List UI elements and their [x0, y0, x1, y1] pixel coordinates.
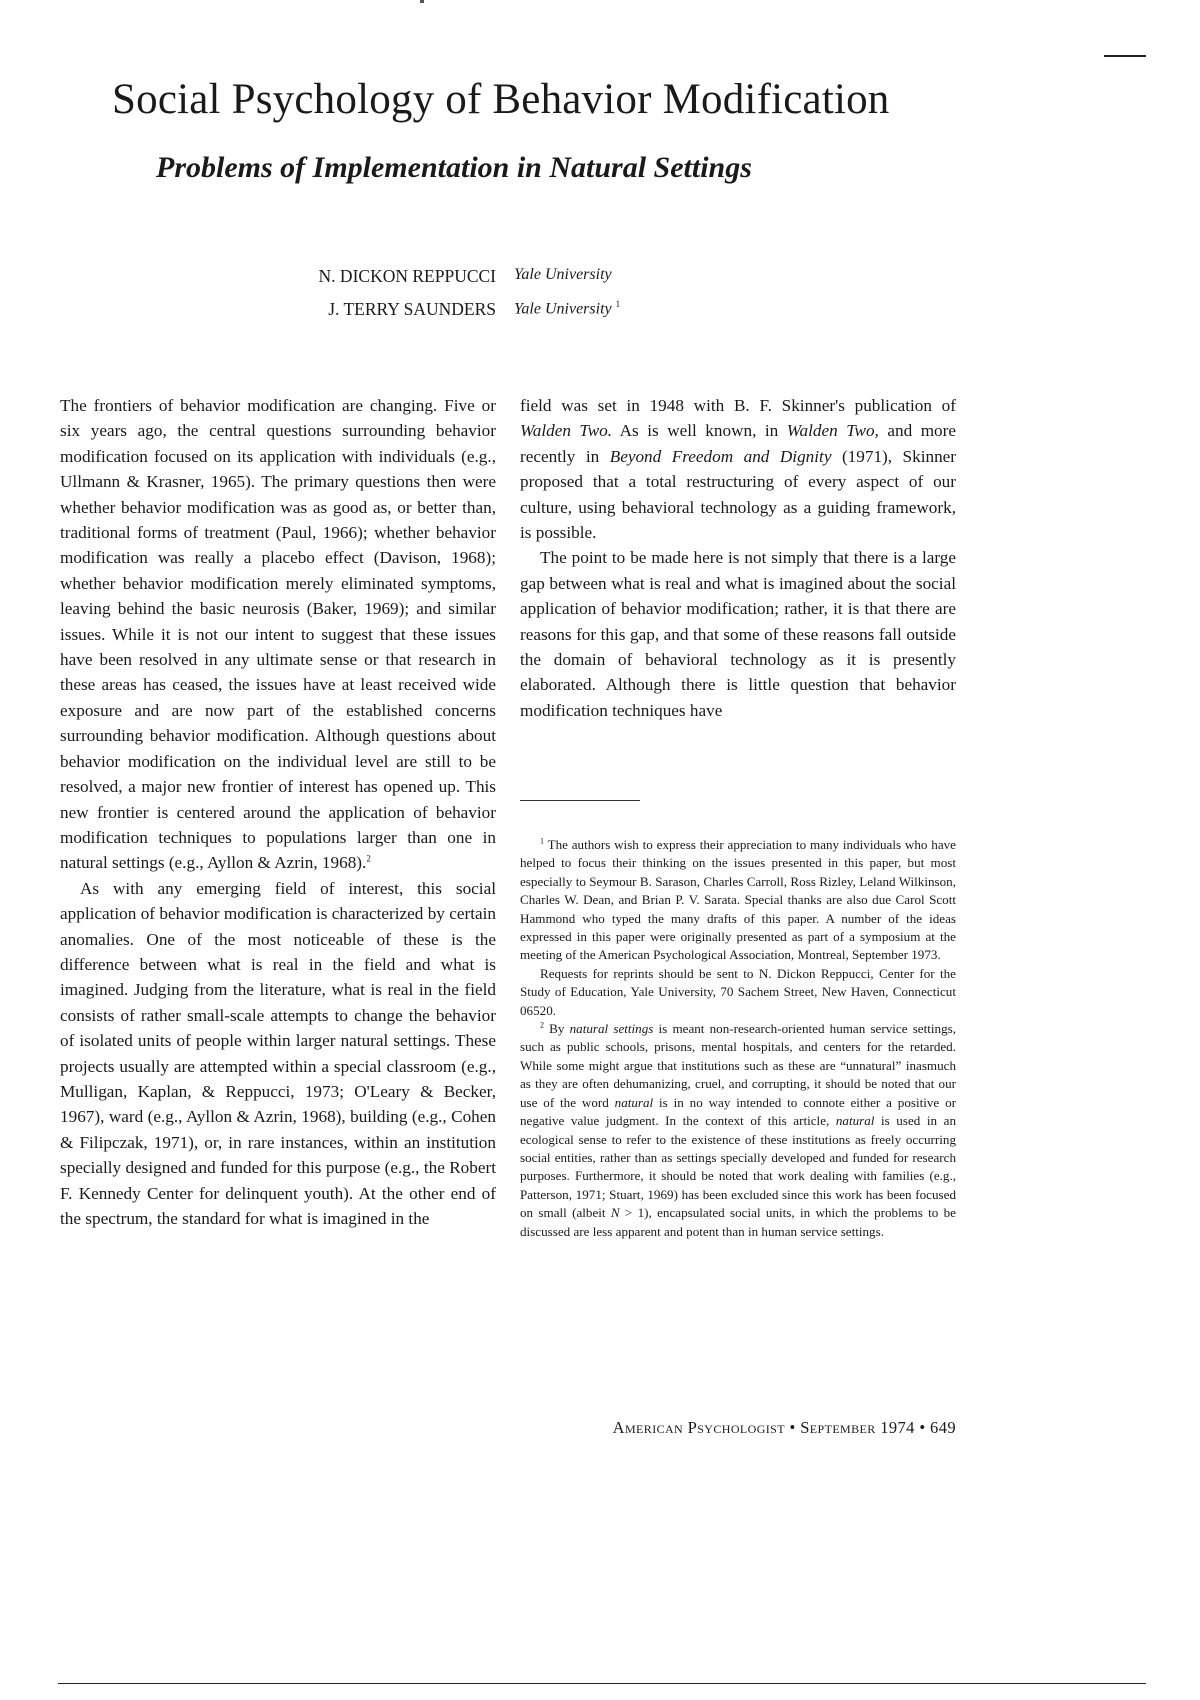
affiliation-text: Yale University	[514, 300, 612, 318]
text-run: > 1), encapsulated social units, in which the problems to be discussed are less apparent and potent than in human service settings.	[520, 1205, 956, 1239]
footnote-text: The authors wish to express their appreciation to many individuals who have helped to focus their thinking on the issues presented in this paper, but most especially to Seymour B. Sarason, Charles Carroll, Ross Rizley, Leland Wilkinson, Charles W. Dean, and Brian P. V. Sarata. Special thanks are also due Carol Scott Hammond who typed the many drafts of this paper. A number of the ideas expressed in this paper were originally presented as part of a symposium at the meeting of the American Psychological Association, Montreal, September 1973.	[520, 837, 956, 963]
emphasis: N	[610, 1205, 620, 1221]
author-name: J. TERRY SAUNDERS	[328, 299, 496, 319]
book-title: Beyond Freedom and Dignity	[609, 446, 832, 466]
text-run: is used in an ecological sense to refer to the existence of these institutions as freely occurring social entities, rather than as settings specially developed and funded for research purposes. Furthermore, it should be noted that work dealing with families (e.g., Patterson, 1971; Stuart, 1969) has been excluded since this work has been focused on small (albeit	[520, 1113, 956, 1221]
journal-name: American Psychologist	[612, 1418, 785, 1437]
issue-date: September 1974	[800, 1418, 915, 1437]
text-run: By	[549, 1021, 570, 1037]
emphasis: natural	[614, 1094, 654, 1110]
book-title: Walden Two.	[520, 421, 613, 441]
corner-rule	[1104, 55, 1146, 57]
text-run: (1971), Skinner proposed that a total restructuring of every aspect of our culture, using behavioral technology as a guiding framework, is possible.	[520, 446, 957, 543]
page-number: 649	[930, 1418, 956, 1437]
scan-mark	[420, 0, 424, 3]
footnotes	[520, 836, 956, 1241]
right-column	[520, 393, 956, 723]
article-subtitle: Problems of Implementation in Natural Settings	[156, 151, 752, 184]
footnote-number: 1	[540, 836, 544, 846]
paragraph	[60, 393, 496, 876]
author-affiliation	[514, 299, 620, 318]
text-run: is in no way intended to connote either a positive or negative value judgment. In the context of this article,	[520, 1094, 956, 1129]
text-run: and more recently in	[520, 421, 957, 466]
bottom-rule	[58, 1683, 1146, 1684]
footnote-marker: 2	[366, 853, 371, 864]
article-title: Social Psychology of Behavior Modification	[112, 76, 890, 123]
text-run: is meant non-research-oriented human service settings, such as public schools, prisons, mental hospitals, and centers for the retarded. While some might argue that institutions such as these are “unnatural” inasmuch as they are often dehumanizing, cruel, and corrupting, it should be noted that our use of the word	[520, 1021, 956, 1110]
author-name: N. DICKON REPPUCCI	[318, 266, 496, 286]
separator: •	[919, 1418, 926, 1437]
emphasis: natural	[835, 1113, 875, 1129]
footnote-marker: 1	[615, 299, 621, 309]
reprint-request: Requests for reprints should be sent to N. Dickon Reppucci, Center for the Study of Education, Yale University, 70 Sachem Street, New Haven, Connecticut 06520.	[520, 965, 956, 1018]
author-line	[200, 299, 960, 320]
footnote-divider	[520, 800, 640, 801]
footnote-2	[520, 1020, 956, 1241]
text-run: As is well known, in	[612, 421, 787, 441]
footnote-number: 2	[540, 1020, 544, 1030]
emphasis: natural settings	[569, 1021, 654, 1037]
running-footer	[500, 1418, 956, 1438]
book-title: Walden Two,	[786, 421, 879, 441]
paragraph-text: The frontiers of behavior modification are changing. Five or six years ago, the central questions surrounding behavior modification focused on its application with individuals (e.g., Ullmann & Krasner, 1965). The primary questions then were whether behavior modification was as good as, or better than, traditional forms of treatment (Paul, 1966); whether behavior modification was really a placebo effect (Davison, 1968); whether behavior modification merely eliminated symptoms, leaving behind the basic neurosis (Baker, 1969); and similar issues. While it is not our intent to suggest that these issues have been resolved in any ultimate sense or that research in these areas has ceased, the issues have at least received wide exposure and are now part of the established concerns surrounding behavior modification. Although questions about behavior modification on the individual level are still to be resolved, a major new frontier of interest has opened up. This new frontier is centered around the application of behavior modification techniques to populations larger than one in natural settings (e.g., Ayllon & Azrin, 1968).	[60, 396, 496, 873]
separator: •	[789, 1418, 796, 1437]
footnote-1	[520, 836, 956, 965]
text-run: field was set in 1948 with B. F. Skinner's publication of	[520, 396, 956, 415]
paragraph	[520, 393, 956, 545]
paragraph: The point to be made here is not simply that there is a large gap between what is real and what is imagined about the social application of behavior modification; rather, it is that there are reasons for this gap, and that some of these reasons fall outside the domain of behavioral technology as it is presently elaborated. Although there is little question that behavior modification techniques have	[520, 548, 956, 720]
author-line	[200, 266, 960, 287]
left-column	[60, 393, 496, 1231]
paragraph: As with any emerging field of interest, this social application of behavior modification is characterized by certain anomalies. One of the most noticeable of these is the difference between what is real in the field and what is imagined. Judging from the literature, what is real in the field consists of rather small-scale attempts to change the behavior of isolated units of people within larger natural settings. These projects usually are attempted within a special classroom (e.g., Mulligan, Kaplan, & Reppucci, 1973; O'Leary & Becker, 1967), ward (e.g., Ayllon & Azrin, 1968), building (e.g., Cohen & Filipczak, 1971), or, in rare instances, within an institution specially designed and funded for this purpose (e.g., the Robert F. Kennedy Center for delinquent youth). At the other end of the spectrum, the standard for what is imagined in the	[60, 878, 496, 1228]
author-affiliation: Yale University	[514, 266, 612, 283]
